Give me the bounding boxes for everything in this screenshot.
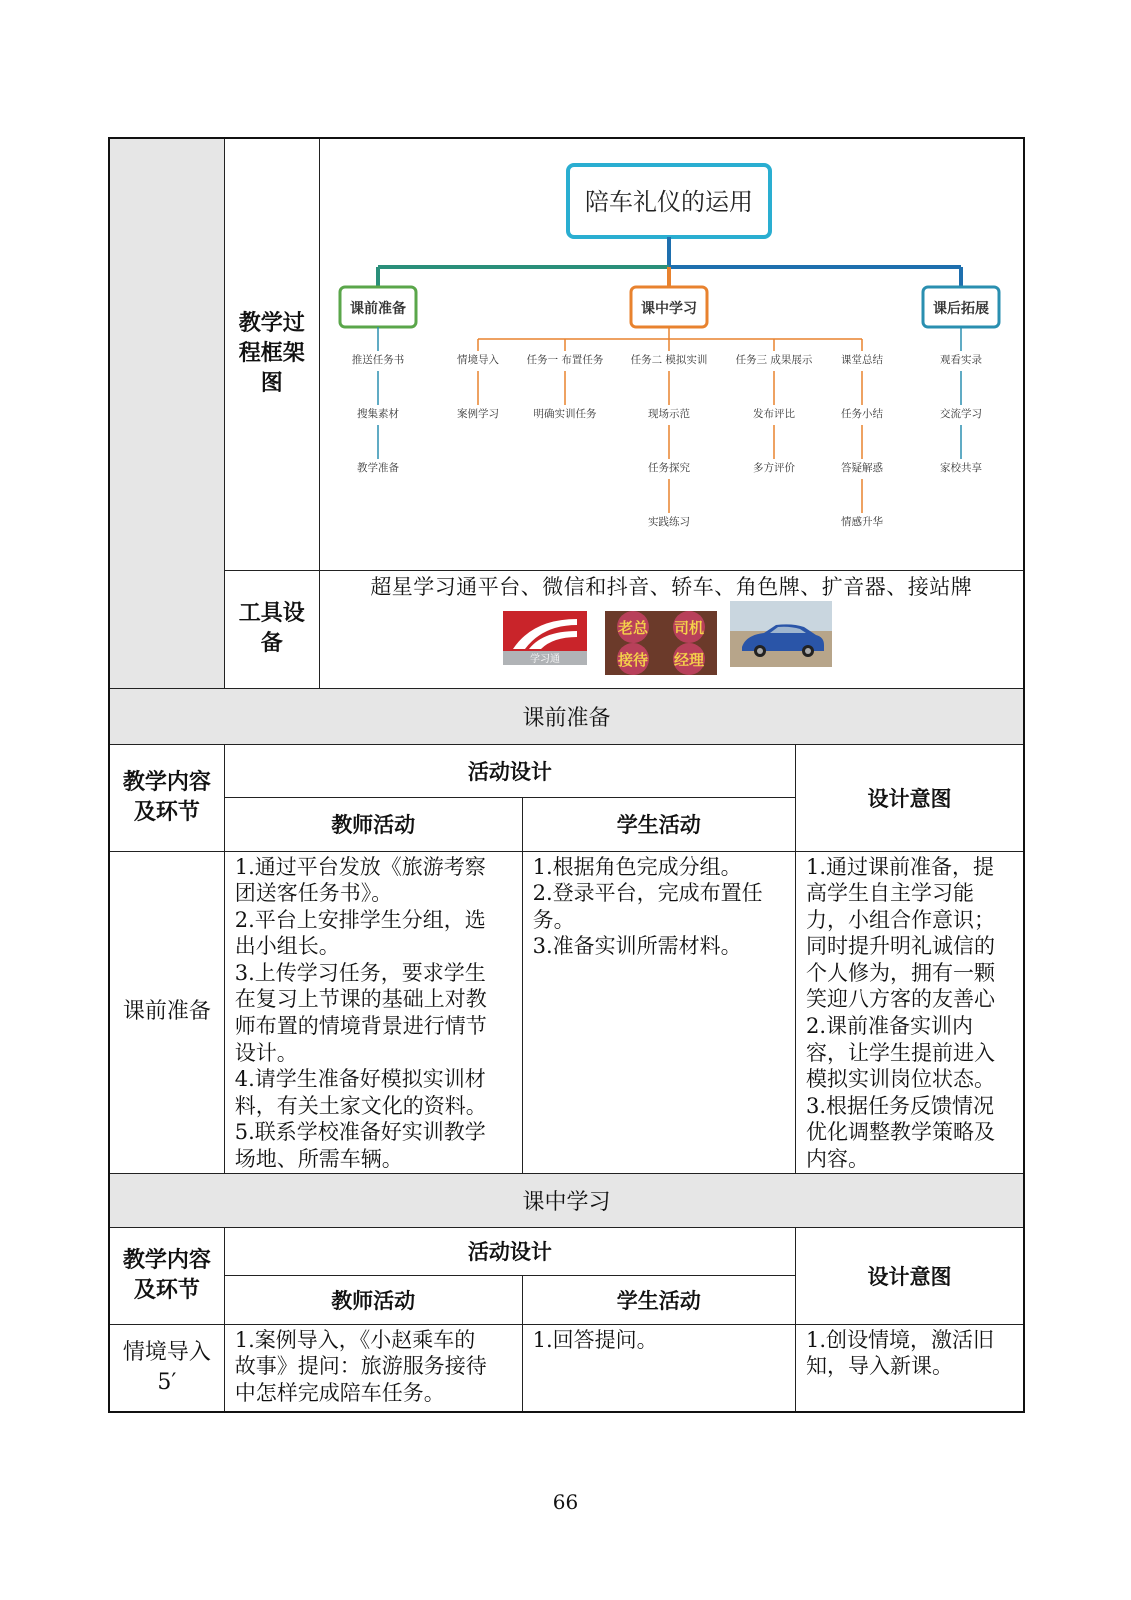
text-line: 中怎样完成陪车任务。: [234, 1380, 445, 1405]
content-cell: [109, 851, 224, 1173]
intent-cell: [795, 851, 1024, 1173]
svg-text:老总: 老总: [617, 618, 648, 637]
framework-diagram-cell: [319, 138, 1024, 570]
content-header: [109, 1227, 224, 1324]
student-activity-cell: [522, 851, 795, 1173]
student-header: 学生活动: [522, 797, 795, 851]
role-signs-icon: [605, 611, 717, 675]
svg-text:经理: 经理: [673, 650, 704, 669]
car-icon: [730, 601, 832, 667]
text-line: 同时提升明礼诚信的: [805, 934, 995, 959]
teacher-header: 教师活动: [224, 1275, 522, 1324]
tools-label-line: 备: [260, 631, 283, 656]
content-header: [109, 744, 224, 851]
svg-text:学习通: 学习通: [529, 653, 560, 665]
student-activity-cell: [522, 1324, 795, 1412]
leaf-label: 推送任务书: [351, 354, 404, 366]
leaf-label: 明确实训任务: [533, 408, 597, 420]
leaf-label: 情感升华: [840, 516, 883, 528]
leaf-label: 课堂总结: [840, 354, 883, 366]
text-line: 力，小组合作意识；: [805, 907, 995, 932]
text-line: 设计。: [234, 1040, 298, 1065]
leaf-label: 任务一 布置任务: [526, 354, 604, 366]
section-title: 课前准备: [109, 688, 1024, 744]
text-line: 容，让学生提前进入: [805, 1040, 995, 1065]
text-line: 3.根据任务反馈情况: [805, 1093, 995, 1118]
text-line: 师布置的情境背景进行情节: [234, 1014, 487, 1039]
leaf-label: 教学准备: [356, 462, 399, 474]
leaf-label: 任务三 成果展示: [735, 354, 813, 366]
root-label: 陪车礼仪的运用: [584, 188, 753, 216]
leaf-label: 任务小结: [840, 408, 883, 420]
tools-cell: [319, 570, 1024, 688]
teacher-activity-cell: [224, 1324, 522, 1412]
intent-header: 设计意图: [795, 1227, 1024, 1324]
text-line: 知，导入新课。: [805, 1354, 953, 1379]
framework-label-line: 程框架: [238, 341, 305, 367]
text-line: 1.案例导入，《小赵乘车的: [234, 1327, 476, 1352]
xuexitong-logo-icon: [503, 611, 587, 665]
activity-header: 活动设计: [224, 744, 795, 797]
student-header: 学生活动: [522, 1275, 795, 1324]
leaf-label: 实践练习: [647, 516, 690, 528]
text-line: 高学生自主学习能: [805, 881, 974, 906]
tools-text: 超星学习通平台、微信和抖音、轿车、角色牌、扩音器、接站牌: [370, 574, 973, 599]
framework-label-line: 教学过: [238, 311, 305, 337]
leaf-label: 多方评价: [752, 462, 795, 474]
leaf-label: 任务二 模拟实训: [630, 354, 708, 366]
tools-label-line: 工具设: [238, 601, 305, 626]
leaf-label: 观看实录: [939, 354, 982, 366]
leaf-label: 发布评比: [752, 408, 795, 420]
text-line: 个人修为，拥有一颗: [805, 960, 995, 985]
framework-label-line: 图: [260, 371, 283, 397]
text-line: 3.准备实训所需材料。: [532, 934, 742, 959]
header-line: 及环节: [133, 799, 200, 825]
content-line: 情境导入: [122, 1339, 211, 1365]
teacher-activity-cell: [224, 851, 522, 1173]
text-line: 1.通过课前准备，提: [805, 854, 995, 879]
role-signs-image: [605, 611, 717, 675]
text-line: 在复习上节课的基础上对教: [234, 987, 487, 1012]
text-line: 2.平台上安排学生分组，选: [234, 907, 486, 932]
text-line: 优化调整教学策略及: [805, 1120, 995, 1145]
text-line: 笑迎八方客的友善心: [805, 987, 995, 1012]
leaf-label: 情境导入: [456, 354, 499, 366]
leaf-label: 任务探究: [647, 462, 690, 474]
content-line: 课前准备: [122, 999, 211, 1025]
content-cell: [109, 1324, 224, 1412]
text-line: 1.根据角色完成分组。: [532, 854, 742, 879]
text-line: 故事》提问：旅游服务接待: [234, 1354, 487, 1379]
tools-label: [224, 570, 319, 688]
intent-header: 设计意图: [795, 744, 1024, 851]
xuexitong-logo-image: [503, 611, 587, 665]
text-line: 1.回答提问。: [532, 1327, 658, 1352]
text-line: 内容。: [805, 1147, 869, 1172]
text-line: 场地、所需车辆。: [234, 1147, 403, 1172]
svg-text:司机: 司机: [673, 618, 704, 637]
text-line: 5.联系学校准备好实训教学: [234, 1120, 486, 1145]
text-line: 1.创设情境，激活旧: [805, 1327, 995, 1352]
tools-images: [320, 601, 1023, 681]
text-line: 出小组长。: [234, 934, 340, 959]
header-line: 教学内容: [122, 1247, 211, 1273]
intent-cell: [795, 1324, 1024, 1412]
lesson-plan-table: [108, 137, 1025, 1413]
text-line: 料，有关土家文化的资料。: [234, 1093, 487, 1118]
text-line: 团送客任务书》。: [234, 881, 393, 906]
framework-label: [224, 138, 319, 570]
branch-label: 课后拓展: [932, 301, 989, 317]
text-line: 务。: [532, 907, 575, 932]
leaf-label: 交流学习: [939, 408, 982, 420]
framework-diagram: [320, 143, 1010, 563]
branch-label: 课前准备: [349, 301, 406, 317]
header-line: 及环节: [133, 1277, 200, 1303]
teacher-header: 教师活动: [224, 797, 522, 851]
section-title: 课中学习: [109, 1173, 1024, 1227]
activity-header: 活动设计: [224, 1227, 795, 1275]
text-line: 模拟实训岗位状态。: [805, 1067, 995, 1092]
text-line: 2.课前准备实训内: [805, 1014, 974, 1039]
text-line: 3.上传学习任务，要求学生: [234, 960, 486, 985]
leaf-label: 搜集素材: [356, 408, 399, 420]
text-line: 2.登录平台，完成布置任: [532, 881, 763, 906]
left-grey-margin: [109, 138, 224, 688]
car-image: [730, 601, 832, 667]
leaf-label: 答疑解惑: [840, 462, 883, 474]
header-line: 教学内容: [122, 769, 211, 795]
text-line: 4.请学生准备好模拟实训材: [234, 1067, 486, 1092]
leaf-label: 案例学习: [456, 408, 499, 420]
svg-text:接待: 接待: [617, 650, 648, 669]
branch-label: 课中学习: [640, 301, 697, 317]
leaf-label: 家校共享: [939, 462, 982, 474]
content-line: 5′: [157, 1369, 177, 1395]
page-number: 66: [552, 1490, 579, 1514]
leaf-label: 现场示范: [647, 408, 690, 420]
text-line: 1.通过平台发放《旅游考察: [234, 854, 486, 879]
